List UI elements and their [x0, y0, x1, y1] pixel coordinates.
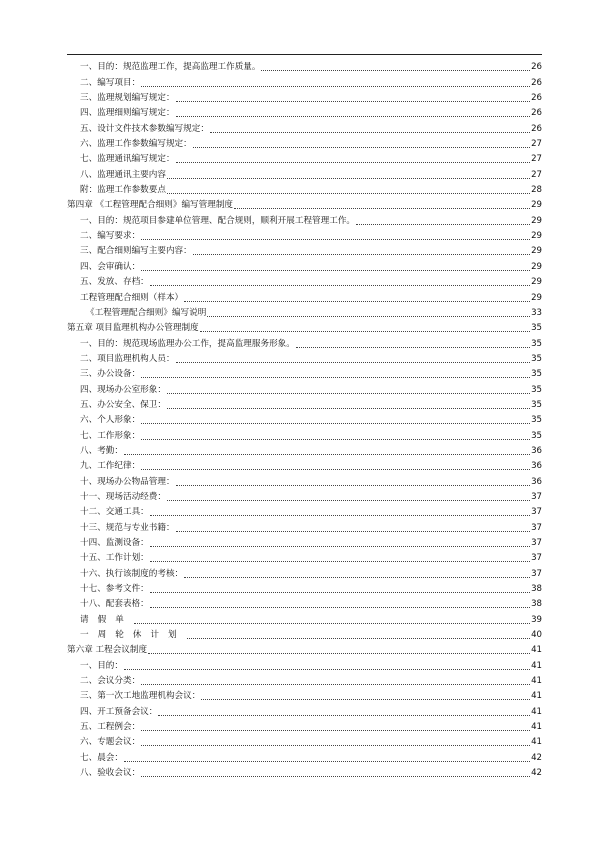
- toc-dot-leader: [167, 393, 530, 394]
- toc-entry-title: 二、项目监理机构人员：: [80, 353, 175, 364]
- toc-dot-leader: [296, 347, 530, 348]
- toc-page-number: 36: [531, 461, 542, 472]
- toc-dot-leader: [207, 316, 530, 317]
- toc-entry[interactable]: [67, 610, 542, 625]
- header-rule: [67, 54, 542, 55]
- toc-page-number: 27: [531, 139, 542, 150]
- toc-page-number: 38: [531, 599, 542, 610]
- toc-entry-title: 工程管理配合细则（样本）: [80, 292, 184, 303]
- toc-entry-title: 第五章 项目监理机构办公管理制度: [67, 323, 199, 334]
- toc-entry-title: 第四章 《工程管理配合细则》编写管理制度: [67, 200, 234, 211]
- toc-page-number: 35: [531, 399, 542, 410]
- toc-page-number: 29: [531, 200, 542, 211]
- toc-entry-title: 十四、监测设备：: [80, 538, 149, 548]
- toc-dot-leader: [141, 270, 530, 271]
- toc-page-number: 29: [531, 246, 542, 257]
- toc-page-number: 41: [531, 706, 542, 717]
- toc-entry-title: 五、发放、存档：: [80, 277, 149, 288]
- toc-entry-title: 《工程管理配合细则》编写说明: [86, 307, 207, 318]
- toc-entry[interactable]: [67, 672, 542, 687]
- toc-entry-title: 八、考勤：: [80, 445, 123, 456]
- toc-entry[interactable]: [67, 687, 542, 702]
- toc-entry-title: 二、会议分类：: [80, 676, 141, 687]
- toc-page-number: 35: [531, 384, 542, 395]
- toc-dot-leader: [150, 515, 530, 516]
- toc-entry[interactable]: [67, 104, 542, 119]
- toc-page-number: 41: [531, 645, 542, 656]
- toc-entry-title: 请假单: [80, 614, 133, 625]
- toc-dot-leader: [167, 500, 530, 501]
- toc-page-number: 29: [531, 215, 542, 226]
- toc-dot-leader: [141, 377, 530, 378]
- toc-entry[interactable]: [67, 350, 542, 365]
- toc-entry-title: 四、开工预备会议：: [80, 706, 158, 717]
- toc-entry[interactable]: [67, 549, 542, 564]
- toc-dot-leader: [356, 224, 530, 225]
- toc-dot-leader: [124, 454, 530, 455]
- toc-page-number: 26: [531, 108, 542, 119]
- toc-entry[interactable]: [67, 227, 542, 242]
- toc-entry[interactable]: [67, 242, 542, 257]
- toc-page-number: 37: [531, 553, 542, 564]
- toc-entry[interactable]: [67, 564, 542, 579]
- toc-page-number: 27: [531, 154, 542, 165]
- toc-entry[interactable]: [67, 702, 542, 717]
- toc-entry-title: 八、验收会议：: [80, 768, 141, 779]
- toc-dot-leader: [176, 101, 531, 102]
- toc-page-number: 37: [531, 507, 542, 518]
- toc-dot-leader: [150, 607, 530, 608]
- toc-entry-title: 五、工程例会：: [80, 722, 141, 733]
- toc-dot-leader: [141, 86, 530, 87]
- toc-entry-title: 一、目的：规范项目参建单位管理、配合规则，顺利开展工程管理工作。: [80, 215, 356, 226]
- toc-dot-leader: [167, 178, 530, 179]
- toc-entry[interactable]: [67, 442, 542, 457]
- toc-dot-leader: [167, 408, 530, 409]
- toc-entry[interactable]: [67, 211, 542, 226]
- toc-dot-leader: [141, 423, 530, 424]
- toc-entry-title: 二、编写要求：: [80, 231, 141, 242]
- toc-page-number: 40: [531, 630, 542, 641]
- toc-entry[interactable]: [67, 518, 542, 533]
- toc-entry-title: 四、现场办公室形象：: [80, 384, 166, 395]
- toc-entry-title: 十一、现场活动经费：: [80, 491, 166, 502]
- toc-page-number: 41: [531, 691, 542, 702]
- toc-dot-leader: [176, 531, 531, 532]
- toc-page-number: 38: [531, 584, 542, 595]
- toc-entry-title: 四、监理细则编写规定：: [80, 108, 175, 119]
- toc-page-number: 42: [531, 752, 542, 763]
- toc-entry-title: 一、目的：: [80, 660, 123, 671]
- toc-page-number: 41: [531, 722, 542, 733]
- toc-page-number: 41: [531, 660, 542, 671]
- toc-entry-title: 七、晨会：: [80, 752, 123, 763]
- toc-entry-title: 第六章 工程会议制度: [67, 645, 148, 656]
- toc-page-number: 37: [531, 568, 542, 579]
- toc-dot-leader: [124, 761, 530, 762]
- toc-entry-title: 十七、参考文件：: [80, 584, 149, 595]
- toc-entry[interactable]: [67, 580, 542, 595]
- toc-entry[interactable]: [67, 396, 542, 411]
- toc-dot-leader: [150, 285, 530, 286]
- toc-page-number: 41: [531, 737, 542, 748]
- toc-entry[interactable]: [67, 288, 542, 303]
- toc-dot-leader: [141, 684, 530, 685]
- toc-dot-leader: [187, 638, 530, 639]
- toc-page-number: 35: [531, 338, 542, 349]
- toc-entry[interactable]: [67, 165, 542, 180]
- toc-page-number: 29: [531, 292, 542, 303]
- toc-entry[interactable]: [67, 733, 542, 748]
- toc-entry-title: 三、办公设备：: [80, 369, 141, 380]
- toc-entry-title: 二、编写项目：: [80, 77, 141, 88]
- toc-page-number: 35: [531, 415, 542, 426]
- toc-dot-leader: [201, 699, 530, 700]
- toc-entry-title: 附：监理工作参数要点: [80, 185, 166, 196]
- toc-page-number: 35: [531, 323, 542, 334]
- toc-entry[interactable]: [67, 503, 542, 518]
- toc-entry-title: 四、会审确认：: [80, 261, 141, 272]
- toc-dot-leader: [158, 715, 530, 716]
- toc-page-number: 26: [531, 77, 542, 88]
- toc-dot-leader: [148, 653, 530, 654]
- toc-dot-leader: [261, 70, 530, 71]
- toc-entry-title: 十二、交通工具：: [80, 507, 149, 518]
- toc-entry-title: 十五、工作计划：: [80, 553, 149, 564]
- toc-page-number: 29: [531, 231, 542, 242]
- toc-entry-title: 三、监理规划编写规定：: [80, 93, 175, 104]
- toc-dot-leader: [134, 623, 530, 624]
- toc-entry-title: 一、目的：规范现场监理办公工作，提高监理服务形象。: [80, 338, 295, 349]
- toc-entry-title: 六、个人形象：: [80, 415, 141, 426]
- toc-dot-leader: [193, 254, 530, 255]
- toc-dot-leader: [150, 546, 530, 547]
- toc-entry[interactable]: [67, 656, 542, 671]
- toc-dot-leader: [184, 301, 530, 302]
- toc-entry[interactable]: [67, 595, 542, 610]
- toc-dot-leader: [141, 730, 530, 731]
- toc-page-number: 26: [531, 93, 542, 104]
- toc-chapter-entry[interactable]: [67, 641, 542, 656]
- toc-entry[interactable]: [67, 334, 542, 349]
- toc-entry-title: 九、工作纪律：: [80, 461, 141, 472]
- toc-dot-leader: [167, 193, 530, 194]
- toc-page-number: 42: [531, 768, 542, 779]
- toc-page-number: 35: [531, 430, 542, 441]
- toc-entry[interactable]: [67, 119, 542, 134]
- toc-page-number: 36: [531, 445, 542, 456]
- toc-dot-leader: [141, 439, 530, 440]
- toc-page-number: 28: [531, 185, 542, 196]
- toc-dot-leader: [141, 469, 530, 470]
- toc-entry-title: 一周轮休计划: [80, 630, 186, 641]
- toc-page-number: 27: [531, 169, 542, 180]
- table-of-contents: [67, 58, 542, 779]
- toc-dot-leader: [141, 776, 530, 777]
- toc-entry-title: 十三、规范与专业书籍：: [80, 522, 175, 533]
- toc-dot-leader: [234, 208, 530, 209]
- toc-entry[interactable]: [67, 58, 542, 73]
- toc-page-number: 37: [531, 522, 542, 533]
- toc-dot-leader: [141, 745, 530, 746]
- toc-dot-leader: [150, 592, 530, 593]
- toc-entry[interactable]: [67, 488, 542, 503]
- toc-page-number: 36: [531, 476, 542, 487]
- toc-entry[interactable]: [67, 748, 542, 763]
- toc-entry-title: 八、监理通讯主要内容: [80, 169, 166, 180]
- toc-entry-title: 三、第一次工地监理机构会议：: [80, 691, 201, 702]
- toc-page-number: 26: [531, 123, 542, 134]
- toc-dot-leader: [184, 577, 530, 578]
- toc-dot-leader: [176, 485, 531, 486]
- toc-dot-leader: [141, 239, 530, 240]
- toc-entry[interactable]: [67, 626, 542, 641]
- toc-dot-leader: [176, 362, 531, 363]
- toc-page-number: 29: [531, 261, 542, 272]
- toc-page-number: 35: [531, 369, 542, 380]
- toc-page-number: 39: [531, 614, 542, 625]
- toc-entry[interactable]: [67, 426, 542, 441]
- toc-entry-title: 五、办公安全、保卫：: [80, 399, 166, 410]
- toc-entry[interactable]: [67, 273, 542, 288]
- toc-dot-leader: [210, 132, 530, 133]
- toc-page-number: 41: [531, 676, 542, 687]
- toc-entry[interactable]: [67, 257, 542, 272]
- toc-page-number: 35: [531, 353, 542, 364]
- toc-chapter-entry[interactable]: [67, 196, 542, 211]
- toc-entry-title: 三、配合细则编写主要内容：: [80, 246, 192, 257]
- toc-page-number: 29: [531, 277, 542, 288]
- toc-entry[interactable]: [67, 135, 542, 150]
- toc-entry[interactable]: [67, 73, 542, 88]
- toc-dot-leader: [150, 561, 530, 562]
- toc-entry-title: 七、监理通讯编写规定：: [80, 154, 175, 165]
- toc-entry-title: 一、目的：规范监理工作，提高监理工作质量。: [80, 62, 261, 73]
- toc-entry[interactable]: [67, 181, 542, 196]
- toc-entry[interactable]: [67, 764, 542, 779]
- toc-entry[interactable]: [67, 411, 542, 426]
- toc-entry-title: 七、工作形象：: [80, 430, 141, 441]
- toc-entry-title: 十八、配套表格：: [80, 599, 149, 610]
- toc-entry-title: 十、现场办公物品管理：: [80, 476, 175, 487]
- toc-page-number: 33: [531, 307, 542, 318]
- toc-entry[interactable]: [67, 718, 542, 733]
- toc-entry[interactable]: [67, 534, 542, 549]
- toc-entry-title: 六、监理工作参数编写规定：: [80, 139, 192, 150]
- toc-entry-title: 六、专题会议：: [80, 737, 141, 748]
- toc-entry[interactable]: [67, 380, 542, 395]
- toc-dot-leader: [193, 147, 530, 148]
- toc-page-number: 37: [531, 538, 542, 548]
- toc-entry-title: 五、设计文件技术参数编写规定：: [80, 123, 209, 134]
- toc-entry[interactable]: [67, 89, 542, 104]
- toc-page-number: 37: [531, 491, 542, 502]
- toc-dot-leader: [200, 331, 530, 332]
- toc-entry[interactable]: [67, 150, 542, 165]
- toc-dot-leader: [176, 162, 531, 163]
- toc-dot-leader: [124, 669, 530, 670]
- toc-chapter-entry[interactable]: [67, 319, 542, 334]
- toc-entry[interactable]: [67, 457, 542, 472]
- toc-entry[interactable]: [67, 472, 542, 487]
- toc-page-number: 26: [531, 62, 542, 73]
- toc-entry[interactable]: [67, 365, 542, 380]
- toc-entry[interactable]: [67, 304, 542, 319]
- toc-entry-title: 十六、执行该制度的考核：: [80, 568, 184, 579]
- toc-dot-leader: [176, 116, 531, 117]
